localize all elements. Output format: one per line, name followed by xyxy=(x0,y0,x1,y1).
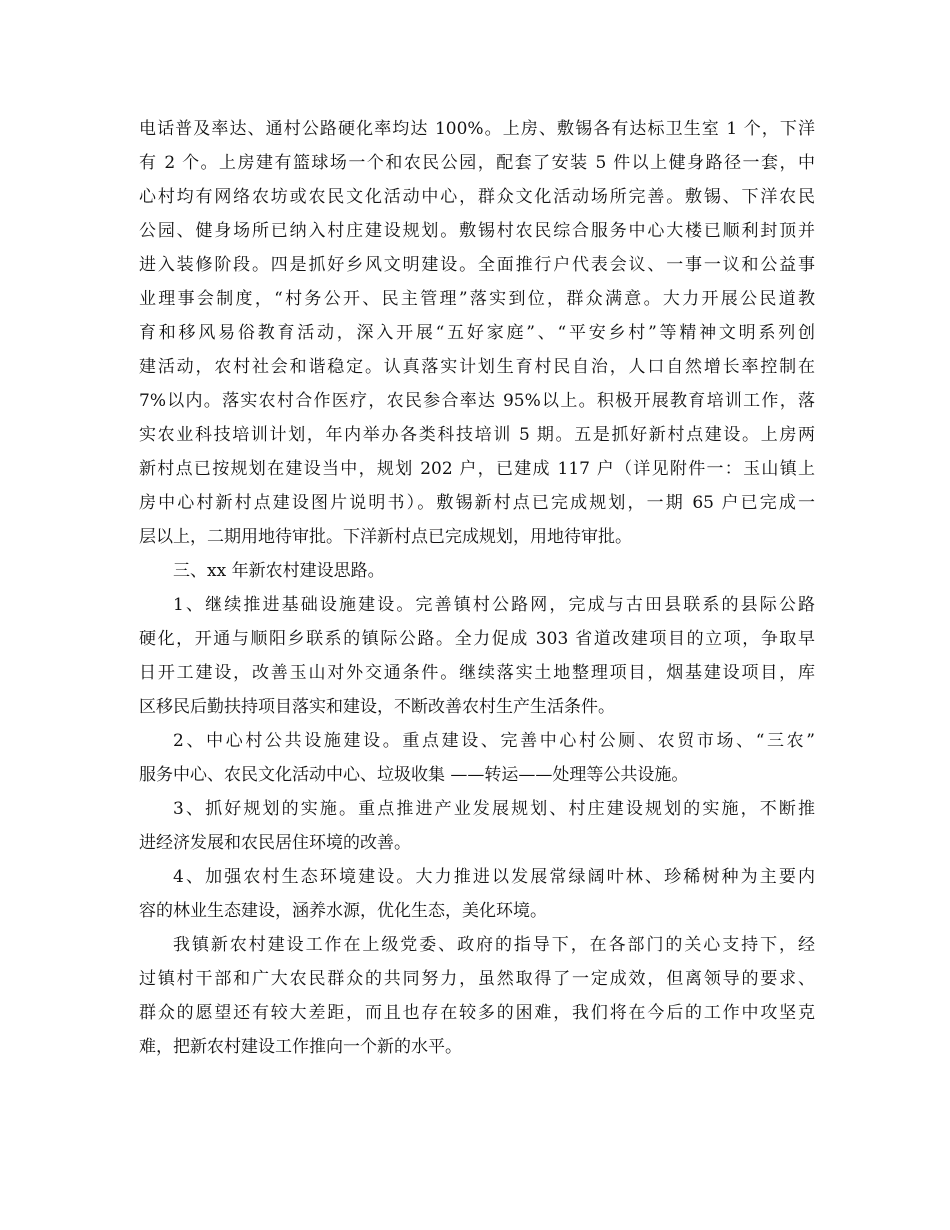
text-line: 7%以内。落实农村合作医疗，农民参合率达 95%以上。积极开展教育培训工作，落 xyxy=(139,391,815,411)
text-line: 区移民后勤扶持项目落实和建设，不断改善农村生产生活条件。 xyxy=(139,697,615,717)
document-page xyxy=(139,112,815,1064)
text-line: 有 2 个。上房建有篮球场一个和农民公园，配套了安装 5 件以上健身路径一套，中 xyxy=(139,153,815,173)
heading-text: 三、xx 年新农村建设思路。 xyxy=(173,561,385,581)
text-line: 群众的愿望还有较大差距，而且也存在较多的困难，我们将在今后的工作中攻坚克 xyxy=(139,1003,815,1023)
text-line: 日开工建设，改善玉山对外交通条件。继续落实土地整理项目，烟基建设项目，库 xyxy=(139,663,815,683)
text-line: 建活动，农村社会和谐稳定。认真落实计划生育村民自治，人口自然增长率控制在 xyxy=(139,357,815,377)
text-line: 我镇新农村建设工作在上级党委、政府的指导下，在各部门的关心支持下，经 xyxy=(173,935,815,955)
text-line: 心村均有网络农坊或农民文化活动中心，群众文化活动场所完善。敷锡、下洋农民 xyxy=(139,187,815,207)
text-line: 容的林业生态建设，涵养水源，优化生态，美化环境。 xyxy=(139,901,547,921)
paragraph-item-4 xyxy=(139,860,815,928)
section-heading xyxy=(139,554,815,588)
text-line: 进入装修阶段。四是抓好乡风文明建设。全面推行户代表会议、一事一议和公益事 xyxy=(139,255,815,275)
text-line: 服务中心、农民文化活动中心、垃圾收集 ——转运——处理等公共设施。 xyxy=(139,765,689,785)
text-line: 进经济发展和农民居住环境的改善。 xyxy=(139,833,411,853)
text-line: 3、抓好规划的实施。重点推进产业发展规划、村庄建设规划的实施，不断推 xyxy=(173,799,815,819)
text-line: 电话普及率达、通村公路硬化率均达 100%。上房、敷锡各有达标卫生室 1 个，下洋 xyxy=(139,119,815,139)
text-line: 房中心村新村点建设图片说明书）。敷锡新村点已完成规划，一期 65 户已完成一 xyxy=(139,493,815,513)
text-line: 实农业科技培训计划，年内举办各类科技培训 5 期。五是抓好新村点建设。上房两 xyxy=(139,425,815,445)
text-line: 1、继续推进基础设施建设。完善镇村公路网，完成与古田县联系的县际公路 xyxy=(173,595,815,615)
paragraph-continuation xyxy=(139,112,815,554)
text-line: 层以上，二期用地待审批。下洋新村点已完成规划，用地待审批。 xyxy=(139,527,632,547)
text-line: 过镇村干部和广大农民群众的共同努力，虽然取得了一定成效，但离领导的要求、 xyxy=(139,969,815,989)
text-line: 2、中心村公共设施建设。重点建设、完善中心村公厕、农贸市场、“三农” xyxy=(173,731,815,751)
paragraph-item-1 xyxy=(139,588,815,724)
paragraph-item-3 xyxy=(139,792,815,860)
paragraph-item-2 xyxy=(139,724,815,792)
paragraph-conclusion xyxy=(139,928,815,1064)
text-line: 新村点已按规划在建设当中，规划 202 户，已建成 117 户（详见附件一：玉山镇上 xyxy=(139,459,815,479)
text-line: 硬化，开通与顺阳乡联系的镇际公路。全力促成 303 省道改建项目的立项，争取早 xyxy=(139,629,815,649)
text-line: 公园、健身场所已纳入村庄建设规划。敷锡村农民综合服务中心大楼已顺利封顶并 xyxy=(139,221,815,241)
text-line: 业理事会制度，“村务公开、民主管理”落实到位，群众满意。大力开展公民道教 xyxy=(139,289,815,309)
text-line: 育和移风易俗教育活动，深入开展“五好家庭”、“平安乡村”等精神文明系列创 xyxy=(139,323,815,343)
text-line: 4、加强农村生态环境建设。大力推进以发展常绿阔叶林、珍稀树种为主要内 xyxy=(173,867,815,887)
text-line: 难，把新农村建设工作推向一个新的水平。 xyxy=(139,1037,462,1057)
